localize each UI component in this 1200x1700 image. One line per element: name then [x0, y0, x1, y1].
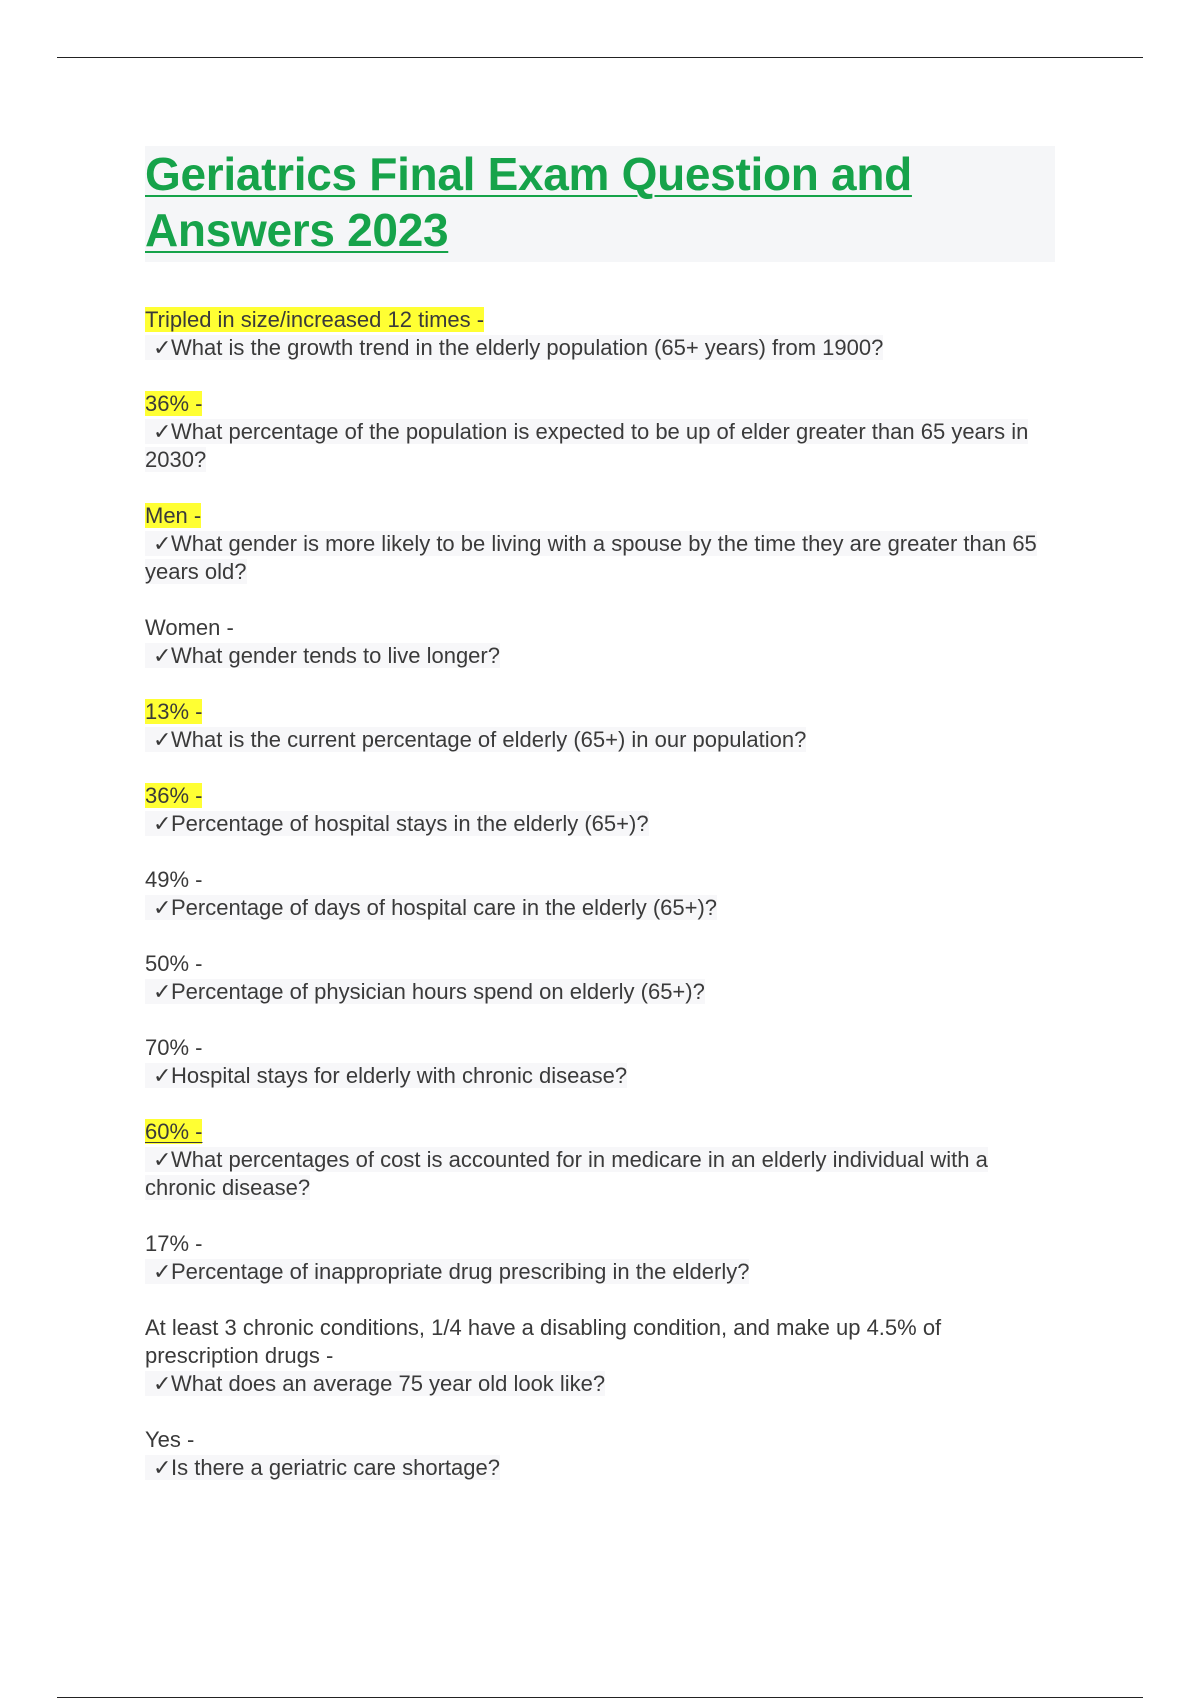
checkmark-icon: ✓	[153, 895, 172, 920]
document-title: Geriatrics Final Exam Question and Answers 2023	[145, 148, 912, 256]
header-rule	[57, 57, 1143, 58]
document-body	[145, 146, 1055, 1510]
qa-item	[145, 950, 1055, 1006]
checkmark-icon: ✓	[153, 419, 172, 444]
question-line	[145, 895, 717, 920]
answer-text: 50% -	[145, 951, 203, 976]
question-line	[145, 1371, 605, 1396]
question-text: What percentage of the population is expected to be up of elder greater than 65 years in 2030?	[145, 419, 1029, 472]
question-text: What gender is more likely to be living with a spouse by the time they are greater than 65 years old?	[145, 531, 1037, 584]
question-text: What percentages of cost is accounted for in medicare in an elderly individual with a chronic disease?	[145, 1147, 988, 1200]
answer-text: 36% -	[145, 783, 203, 808]
qa-item	[145, 390, 1055, 474]
qa-item	[145, 1230, 1055, 1286]
qa-item	[145, 1426, 1055, 1482]
qa-item	[145, 866, 1055, 922]
answer-text: 36% -	[145, 391, 203, 416]
checkmark-icon: ✓	[153, 811, 172, 836]
checkmark-icon: ✓	[153, 643, 172, 668]
question-text: Hospital stays for elderly with chronic disease?	[171, 1063, 628, 1088]
answer-text: Yes -	[145, 1427, 195, 1452]
question-line	[145, 811, 649, 836]
answer-text: 60% -	[145, 1119, 203, 1144]
question-line	[145, 335, 883, 360]
qa-item	[145, 502, 1055, 586]
checkmark-icon: ✓	[153, 1147, 172, 1172]
answer-text: Tripled in size/increased 12 times -	[145, 307, 485, 332]
qa-item	[145, 306, 1055, 362]
question-text: What gender tends to live longer?	[171, 643, 500, 668]
qa-item	[145, 1118, 1055, 1202]
title-block	[145, 146, 1055, 262]
checkmark-icon: ✓	[153, 335, 172, 360]
qa-item	[145, 1034, 1055, 1090]
answer-text: 49% -	[145, 867, 203, 892]
question-text: What does an average 75 year old look like?	[171, 1371, 606, 1396]
qa-item	[145, 782, 1055, 838]
question-line	[145, 1147, 988, 1200]
answer-text: 70% -	[145, 1035, 203, 1060]
checkmark-icon: ✓	[153, 531, 172, 556]
answer-text: At least 3 chronic conditions, 1/4 have a disabling condition, and make up 4.5% of prescription drugs -	[145, 1315, 942, 1368]
question-line	[145, 643, 500, 668]
checkmark-icon: ✓	[153, 1063, 172, 1088]
question-text: What is the current percentage of elderly (65+) in our population?	[171, 727, 807, 752]
question-text: Percentage of hospital stays in the elderly (65+)?	[171, 811, 649, 836]
checkmark-icon: ✓	[153, 1455, 172, 1480]
qa-item	[145, 1314, 1055, 1398]
question-text: Percentage of days of hospital care in the elderly (65+)?	[171, 895, 718, 920]
question-line	[145, 1455, 500, 1480]
answer-text: Women -	[145, 615, 234, 640]
qa-item	[145, 614, 1055, 670]
question-line	[145, 1259, 749, 1284]
question-line	[145, 1063, 627, 1088]
question-line	[145, 531, 1037, 584]
question-text: Percentage of physician hours spend on elderly (65+)?	[171, 979, 705, 1004]
checkmark-icon: ✓	[153, 979, 172, 1004]
checkmark-icon: ✓	[153, 727, 172, 752]
footer-rule	[57, 1697, 1143, 1698]
question-text: Percentage of inappropriate drug prescribing in the elderly?	[171, 1259, 750, 1284]
answer-text: Men -	[145, 503, 202, 528]
qa-item	[145, 698, 1055, 754]
question-line	[145, 979, 705, 1004]
question-text: What is the growth trend in the elderly population (65+ years) from 1900?	[171, 335, 884, 360]
question-line	[145, 727, 806, 752]
checkmark-icon: ✓	[153, 1259, 172, 1284]
answer-text: 17% -	[145, 1231, 203, 1256]
question-line	[145, 419, 1028, 472]
checkmark-icon: ✓	[153, 1371, 172, 1396]
question-text: Is there a geriatric care shortage?	[171, 1455, 500, 1480]
answer-text: 13% -	[145, 699, 203, 724]
